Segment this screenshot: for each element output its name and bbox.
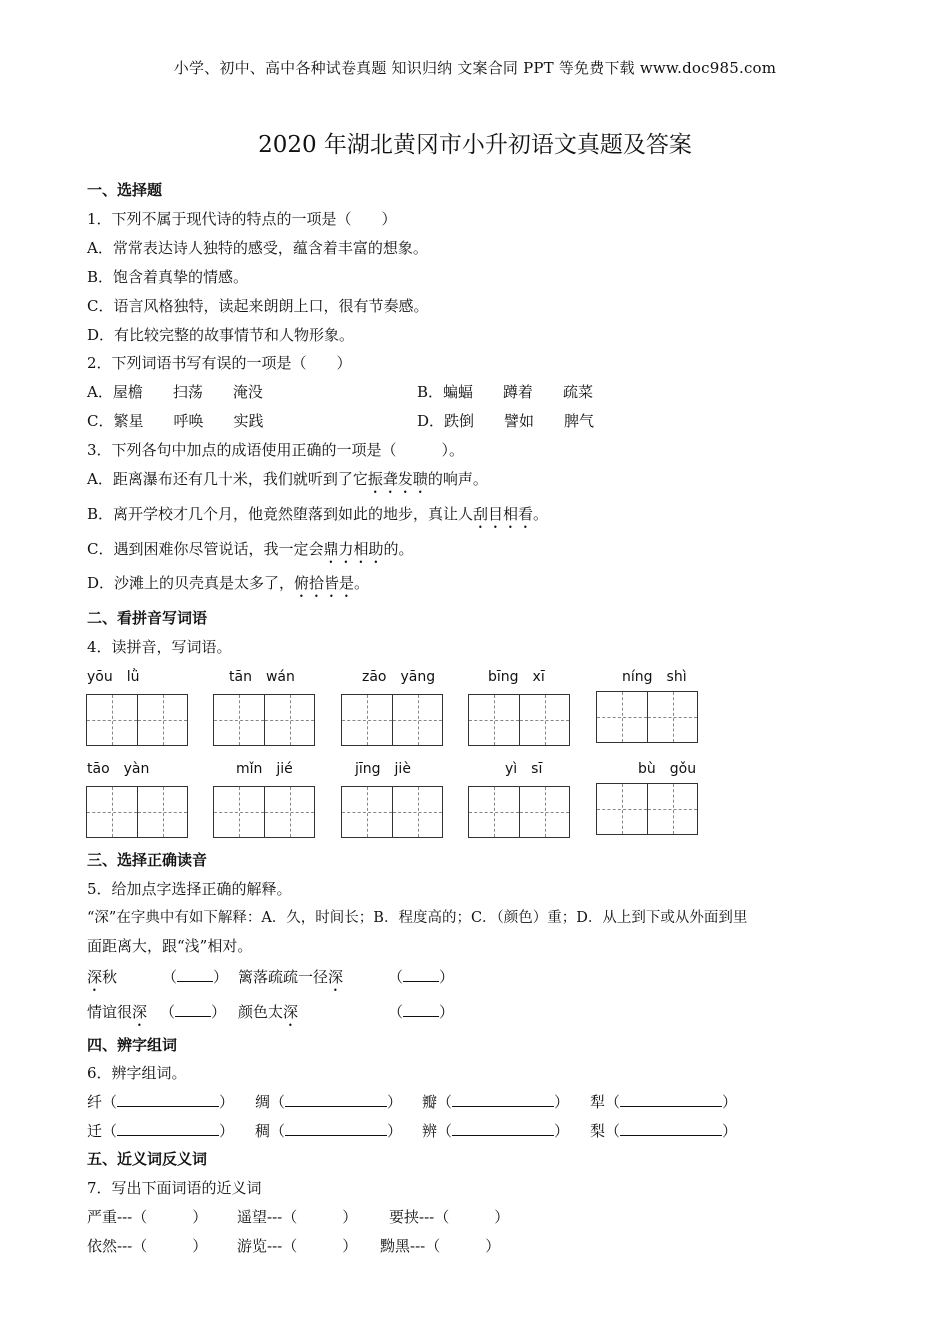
char: 稠: [255, 1122, 271, 1140]
char-compound-item: 稠（ ）: [255, 1122, 403, 1140]
section-5-heading: 五、近义词反义词: [87, 1150, 208, 1168]
item-text: 情谊很: [87, 1003, 133, 1021]
synonym-item[interactable]: 黝黑---（ ）: [380, 1237, 501, 1255]
answer-blank[interactable]: [285, 1123, 387, 1136]
pinyin-label: yōu lǜ: [87, 669, 140, 685]
option-text: C．遇到困难你尽管说话，我一定会: [87, 540, 324, 558]
question-5: 5．给加点字选择正确的解释。: [87, 880, 292, 898]
char-compound-item: 梨（ ）: [590, 1122, 738, 1140]
pinyin-label: tāo yàn: [87, 761, 150, 777]
char-compound-item: 纤（ ）: [87, 1093, 235, 1111]
answer-blank[interactable]: [452, 1094, 554, 1107]
writing-grid[interactable]: [213, 786, 315, 838]
pinyin-label: jīng jiè: [355, 761, 411, 777]
char: 绸: [255, 1093, 271, 1111]
synonym-item[interactable]: 依然---（ ）: [87, 1237, 208, 1255]
question-1: 1．下列不属于现代诗的特点的一项是（ ）: [87, 210, 397, 228]
question-5-text: “深”在字典中有如下解释：A．久，时间长；B．程度高的；C．（颜色）重；D．从上到下或从外面到里: [87, 910, 748, 926]
answer-blank[interactable]: [452, 1123, 554, 1136]
option-text: D．沙滩上的贝壳真是太多了，: [87, 574, 295, 592]
dotted-char: 深: [87, 968, 103, 986]
char: 瓣: [422, 1093, 438, 1111]
item-4: [238, 1001, 298, 1030]
char-compound-item: 辨（ ）: [422, 1122, 570, 1140]
char-compound-item: 绸（ ）: [255, 1093, 403, 1111]
section-3-heading: 三、选择正确读音: [87, 851, 208, 869]
section-4-heading: 四、辨字组词: [87, 1036, 178, 1054]
dotted-char: 深: [328, 968, 344, 986]
writing-grid[interactable]: [341, 694, 443, 746]
section-2-heading: 二、看拼音写词语: [87, 609, 208, 627]
pinyin-label: bù gǒu: [638, 761, 697, 777]
char: 梨: [590, 1122, 606, 1140]
char: 纤: [87, 1093, 103, 1111]
writing-grid[interactable]: [86, 786, 188, 838]
char: 犁: [590, 1093, 606, 1111]
writing-grid[interactable]: [86, 694, 188, 746]
pinyin-label: yì sī: [505, 761, 543, 777]
question-2-option-c: C．繁星 呼唤 实践: [87, 412, 264, 430]
page-header: 小学、初中、高中各种试卷真题 知识归纳 文案合同 PPT 等免费下载 www.doc985.com: [173, 59, 777, 77]
item-text: 篱落疏疏一径: [238, 968, 329, 986]
pinyin-label: níng shì: [622, 669, 687, 685]
option-text: 的响声。: [427, 470, 488, 488]
writing-grid[interactable]: [468, 786, 570, 838]
question-3-option-b: [87, 503, 548, 532]
question-1-option-a: A．常常表达诗人独特的感受，蕴含着丰富的想象。: [87, 239, 428, 257]
item-1: [87, 966, 117, 995]
pinyin-label: tān wán: [229, 669, 295, 685]
answer-blank[interactable]: [285, 1094, 387, 1107]
char: 辨: [422, 1122, 438, 1140]
answer-blank[interactable]: [117, 1123, 219, 1136]
question-2: 2．下列词语书写有误的一项是（ ）: [87, 354, 352, 372]
pinyin-label: mǐn jié: [236, 761, 293, 777]
item-3: [87, 1001, 147, 1030]
dotted-idiom: 刮目相看: [473, 505, 534, 523]
section-1-heading: 一、选择题: [87, 181, 163, 199]
writing-grid[interactable]: [213, 694, 315, 746]
question-5-text: 面距离大，跟“浅”相对。: [87, 937, 253, 955]
question-3-option-d: [87, 572, 369, 601]
writing-grid[interactable]: [468, 694, 570, 746]
item-text: 颜色太: [238, 1003, 284, 1021]
writing-grid[interactable]: [341, 786, 443, 838]
question-1-option-b: B．饱含着真挚的情感。: [87, 268, 249, 286]
question-2-option-d: D．跌倒 譬如 脾气: [417, 412, 595, 430]
synonym-item[interactable]: 严重---（ ）: [87, 1208, 208, 1226]
char-compound-item: 迁（ ）: [87, 1122, 235, 1140]
option-text: 的。: [383, 540, 414, 558]
char: 迁: [87, 1122, 103, 1140]
question-6: 6．辨字组词。: [87, 1064, 187, 1082]
synonym-item[interactable]: 游览---（ ）: [237, 1237, 358, 1255]
dotted-char: 深: [283, 1003, 299, 1021]
question-4: 4．读拼音，写词语。: [87, 638, 232, 656]
writing-grid[interactable]: [596, 691, 698, 743]
option-text: A．距离瀑布还有几十米，我们就听到了它: [87, 470, 368, 488]
question-1-option-c: C．语言风格独特，读起来朗朗上口，很有节奏感。: [87, 297, 429, 315]
answer-blank[interactable]: （ ）: [388, 1003, 455, 1021]
question-2-option-a: A．屋檐 扫荡 淹没: [87, 383, 263, 401]
answer-blank[interactable]: [620, 1094, 722, 1107]
answer-blank[interactable]: （ ）: [162, 968, 229, 986]
item-text: 秋: [102, 968, 118, 986]
char-compound-item: 犁（ ）: [590, 1093, 738, 1111]
answer-blank[interactable]: （ ）: [160, 1003, 227, 1021]
dotted-idiom: 俯拾皆是: [294, 574, 355, 592]
page-title: 2020 年湖北黄冈市小升初语文真题及答案: [258, 132, 692, 158]
question-3-option-c: [87, 538, 414, 567]
option-text: B．离开学校才几个月，他竟然堕落到如此的地步，真让人: [87, 505, 474, 523]
answer-blank[interactable]: [620, 1123, 722, 1136]
answer-blank[interactable]: （ ）: [388, 968, 455, 986]
pinyin-label: bīng xī: [488, 669, 545, 685]
question-7: 7．写出下面词语的近义词: [87, 1179, 262, 1197]
synonym-item[interactable]: 要挟---（ ）: [389, 1208, 510, 1226]
dotted-char: 深: [132, 1003, 148, 1021]
question-3-option-a: [87, 468, 488, 497]
dotted-idiom: 振聋发聩: [367, 470, 428, 488]
question-1-option-d: D．有比较完整的故事情节和人物形象。: [87, 326, 355, 344]
synonym-item[interactable]: 遥望---（ ）: [237, 1208, 358, 1226]
option-text: 。: [354, 574, 370, 592]
item-2: [238, 966, 343, 995]
option-text: 。: [533, 505, 549, 523]
char-compound-item: 瓣（ ）: [422, 1093, 570, 1111]
question-2-option-b: B．蝙蝠 蹲着 疏菜: [417, 383, 594, 401]
question-3: 3．下列各句中加点的成语使用正确的一项是（ ）。: [87, 441, 465, 459]
answer-blank[interactable]: [117, 1094, 219, 1107]
pinyin-label: zāo yāng: [362, 669, 436, 685]
dotted-idiom: 鼎力相助: [323, 540, 384, 558]
writing-grid[interactable]: [596, 783, 698, 835]
